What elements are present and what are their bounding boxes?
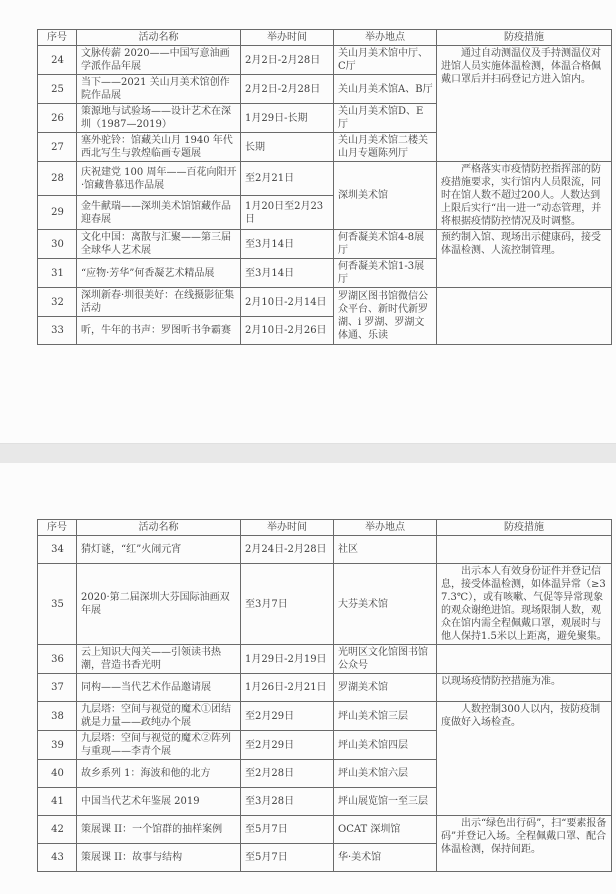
cell-31-seq: 31 bbox=[38, 259, 77, 288]
cell-38-seq: 38 bbox=[38, 702, 77, 731]
cell-32-name: 深圳新春·圳很美好：在线摄影征集活动 bbox=[77, 288, 241, 317]
cell-37-name: 同构——当代艺术作品邀请展 bbox=[77, 674, 241, 702]
table-row bbox=[38, 702, 612, 731]
events-table-page2 bbox=[37, 519, 612, 872]
cell-24-venue: 关山月美术馆中厅、C厅 bbox=[334, 46, 437, 75]
cell-42-measures: 出示“绿色出行码”，扫“要素报备码”并登记入场。全程佩戴口罩、配合体温检测，保持间距。 bbox=[437, 816, 612, 872]
column-header-name: 活动名称 bbox=[77, 520, 241, 536]
cell-25-time: 2月2日-2月28日 bbox=[241, 75, 334, 104]
cell-31-name: “应物·芳华”何香凝艺术精品展 bbox=[77, 259, 241, 288]
cell-31-venue: 何香凝美术馆1-3展厅 bbox=[334, 259, 437, 288]
cell-29-time: 1月20日至2月23日 bbox=[241, 196, 334, 230]
cell-38-venue: 坪山美术馆三层 bbox=[334, 702, 437, 731]
cell-39-time: 至2月29日 bbox=[241, 731, 334, 760]
column-header-seq: 序号 bbox=[38, 520, 77, 536]
events-table-page1 bbox=[37, 29, 612, 345]
cell-24-seq: 24 bbox=[38, 46, 77, 75]
cell-32-time: 2月10日-2月14日 bbox=[241, 288, 334, 317]
cell-41-name: 中国当代艺术年鉴展 2019 bbox=[77, 788, 241, 816]
cell-43-seq: 43 bbox=[38, 844, 77, 872]
cell-24-measures: 通过自动测温仪及手持测温仪对进馆人员实施体温检测，体温合格佩戴口罩后并扫码登记方进入馆内。 bbox=[437, 46, 612, 162]
cell-25-seq: 25 bbox=[38, 75, 77, 104]
cell-35-venue: 大芬美术馆 bbox=[334, 564, 437, 645]
page-separator-band bbox=[0, 443, 616, 463]
cell-39-name: 九层塔：空间与视觉的魔术②阵列与重现——李青个展 bbox=[77, 731, 241, 760]
cell-42-seq: 42 bbox=[38, 816, 77, 844]
cell-28-time: 至2月21日 bbox=[241, 162, 334, 196]
table-row bbox=[38, 288, 612, 317]
cell-28-measures: 严格落实市疫情防控指挥部的防疫措施要求，实行馆内人员限流，同时在馆人数不超过200人。人数达到上限后实行“出一进一”动态管理，并将根据疫情防控情况及时调整。 bbox=[437, 162, 612, 230]
cell-26-name: 策源地与试验场——设计艺术在深圳（1987—2019） bbox=[77, 104, 241, 133]
cell-40-seq: 40 bbox=[38, 760, 77, 788]
cell-31-time: 至3月14日 bbox=[241, 259, 334, 288]
cell-33-seq: 33 bbox=[38, 317, 77, 345]
cell-39-venue: 坪山美术馆四层 bbox=[334, 731, 437, 760]
cell-43-name: 策展课 II：故事与结构 bbox=[77, 844, 241, 872]
column-header-time: 举办时间 bbox=[241, 520, 334, 536]
column-header-measures: 防疫措施 bbox=[437, 520, 612, 536]
cell-33-time: 2月10日-2月26日 bbox=[241, 317, 334, 345]
cell-26-time: 1月29日-长期 bbox=[241, 104, 334, 133]
cell-35-name: 2020·第二届深圳大芬国际油画双年展 bbox=[77, 564, 241, 645]
cell-38-name: 九层塔：空间与视觉的魔术①团结就是力量——政纯办个展 bbox=[77, 702, 241, 731]
cell-36-name: 云上知识大闯关——引领读书热潮，营造书香光明 bbox=[77, 645, 241, 674]
cell-30-name: 文化中国：离散与汇聚——第三届全球华人艺术展 bbox=[77, 230, 241, 259]
column-header-venue: 举办地点 bbox=[334, 30, 437, 46]
header-row bbox=[38, 30, 612, 46]
cell-26-seq: 26 bbox=[38, 104, 77, 133]
column-header-seq: 序号 bbox=[38, 30, 77, 46]
cell-33-name: 听，牛年的书声：罗图听书争霸赛 bbox=[77, 317, 241, 345]
column-header-time: 举办时间 bbox=[241, 30, 334, 46]
cell-41-venue: 坪山展览馆一至三层 bbox=[334, 788, 437, 816]
cell-25-venue: 关山月美术馆A、B厅 bbox=[334, 75, 437, 104]
cell-34-measures bbox=[437, 536, 612, 564]
cell-42-time: 至5月7日 bbox=[241, 816, 334, 844]
cell-37-venue: 罗湖美术馆 bbox=[334, 674, 437, 702]
column-header-measures: 防疫措施 bbox=[437, 30, 612, 46]
cell-35-time: 至3月7日 bbox=[241, 564, 334, 645]
cell-30-time: 至3月14日 bbox=[241, 230, 334, 259]
cell-27-seq: 27 bbox=[38, 133, 77, 162]
column-header-name: 活动名称 bbox=[77, 30, 241, 46]
column-header-venue: 举办地点 bbox=[334, 520, 437, 536]
cell-38-measures: 人数控制300人以内，按防疫制度做好入场检查。 bbox=[437, 702, 612, 816]
cell-32-measures bbox=[437, 288, 612, 345]
cell-40-time: 至2月28日 bbox=[241, 760, 334, 788]
cell-29-name: 金牛献瑞——深圳美术馆馆藏作品迎春展 bbox=[77, 196, 241, 230]
table-row bbox=[38, 674, 612, 702]
cell-39-seq: 39 bbox=[38, 731, 77, 760]
table-row bbox=[38, 162, 612, 196]
table-row bbox=[38, 645, 612, 674]
cell-30-measures: 预约制入馆、现场出示健康码，接受体温检测、人流控制管理。 bbox=[437, 230, 612, 288]
cell-36-measures bbox=[437, 645, 612, 674]
cell-43-venue: 华·美术馆 bbox=[334, 844, 437, 872]
cell-35-seq: 35 bbox=[38, 564, 77, 645]
cell-32-venue: 罗湖区图书馆微信公众平台、新时代新罗湖、i 罗湖、罗湖文体通、乐读 bbox=[334, 288, 437, 345]
document-page-1 bbox=[37, 29, 612, 345]
cell-28-seq: 28 bbox=[38, 162, 77, 196]
cell-37-seq: 37 bbox=[38, 674, 77, 702]
table-row bbox=[38, 230, 612, 259]
cell-28-venue: 深圳美术馆 bbox=[334, 162, 437, 230]
cell-24-name: 文脉传薪 2020——中国写意油画学派作品年展 bbox=[77, 46, 241, 75]
document-page-2 bbox=[37, 519, 612, 872]
cell-27-venue: 关山月美术馆二楼关山月专题陈列厅 bbox=[334, 133, 437, 162]
cell-30-seq: 30 bbox=[38, 230, 77, 259]
cell-29-seq: 29 bbox=[38, 196, 77, 230]
cell-34-name: 猜灯谜，“红”火闹元宵 bbox=[77, 536, 241, 564]
cell-24-time: 2月2日-2月28日 bbox=[241, 46, 334, 75]
cell-32-seq: 32 bbox=[38, 288, 77, 317]
cell-38-time: 至2月29日 bbox=[241, 702, 334, 731]
table-row bbox=[38, 536, 612, 564]
cell-40-venue: 坪山美术馆六层 bbox=[334, 760, 437, 788]
table-row bbox=[38, 816, 612, 844]
cell-43-time: 至5月7日 bbox=[241, 844, 334, 872]
cell-41-seq: 41 bbox=[38, 788, 77, 816]
cell-36-venue: 光明区文化馆图书馆公众号 bbox=[334, 645, 437, 674]
cell-34-time: 2月24日-2月28日 bbox=[241, 536, 334, 564]
cell-35-measures: 出示本人有效身份证件并登记信息，接受体温检测，如体温异常（≥37.3℃），或有咳嗽、气促等异常现象的观众谢绝进馆。现场限制人数，观众在馆内需全程佩戴口罩，观展时与他人保持1.5米以上距离，避免聚集。 bbox=[437, 564, 612, 645]
cell-37-time: 1月26日-2月21日 bbox=[241, 674, 334, 702]
cell-26-venue: 关山月美术馆D、E厅 bbox=[334, 104, 437, 133]
cell-40-name: 故乡系列 1：海波和他的北方 bbox=[77, 760, 241, 788]
cell-41-time: 至3月28日 bbox=[241, 788, 334, 816]
cell-42-name: 策展课 II：一个馆群的抽样案例 bbox=[77, 816, 241, 844]
header-row bbox=[38, 520, 612, 536]
cell-37-measures: 以现场疫情防控措施为准。 bbox=[437, 674, 612, 702]
table-row bbox=[38, 564, 612, 645]
table-row bbox=[38, 46, 612, 75]
cell-36-seq: 36 bbox=[38, 645, 77, 674]
cell-25-name: 当下——2021 关山月美术馆创作院作品展 bbox=[77, 75, 241, 104]
cell-28-name: 庆祝建党 100 周年——百花向阳开·馆藏鲁慕迅作品展 bbox=[77, 162, 241, 196]
cell-30-venue: 何香凝美术馆4-8展厅 bbox=[334, 230, 437, 259]
cell-27-time: 长期 bbox=[241, 133, 334, 162]
cell-42-venue: OCAT 深圳馆 bbox=[334, 816, 437, 844]
cell-36-time: 1月29日-2月19日 bbox=[241, 645, 334, 674]
cell-34-seq: 34 bbox=[38, 536, 77, 564]
cell-27-name: 塞外驼铃：馆藏关山月 1940 年代西北写生与敦煌临画专题展 bbox=[77, 133, 241, 162]
cell-34-venue: 社区 bbox=[334, 536, 437, 564]
